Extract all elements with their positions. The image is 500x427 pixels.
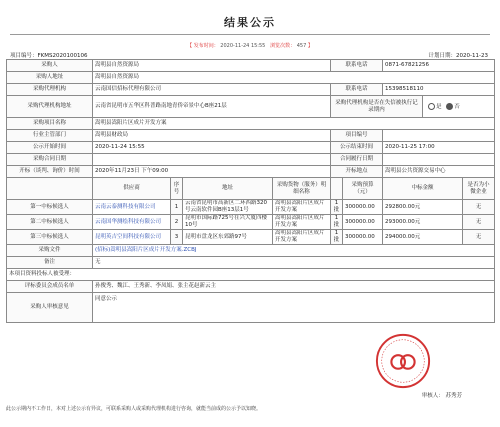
winner-qty: 1批 (331, 215, 343, 230)
buyer-label: 采购人 (7, 60, 93, 72)
document-row (7, 245, 495, 257)
project-name-label: 采购项目名称 (7, 118, 93, 130)
result-table (6, 59, 495, 323)
document-link[interactable]: (招标)嵩明县嵩阳片区成片开发方案.ZCBJ (93, 245, 495, 257)
buyer-address: 嵩明县自然资源局 (93, 72, 495, 84)
note-value: 无 (93, 257, 495, 269)
winner-row (7, 215, 495, 230)
publish-time-label: 发布时间： (193, 43, 219, 49)
winner-col-budget: 采购预算（元） (343, 178, 383, 200)
winner-qty: 1批 (331, 200, 343, 215)
footer-note: 此公示期内不工作日，本对上述公示有异议，可联系采购人或采购代理机构进行咨询，就能当前成的公示予以知晓。 (6, 406, 262, 412)
publish-period-row (7, 142, 495, 154)
winner-amount: 294000.00元 (383, 230, 463, 245)
winner-qty: 1批 (331, 230, 343, 245)
radio-yes[interactable] (428, 103, 435, 110)
sign-date (383, 154, 495, 166)
winner-budget: 300000.00 (343, 200, 383, 215)
meta-suffix: 】 (307, 43, 313, 49)
agency-phone-label: 联系电话 (331, 84, 383, 96)
committee-label: 评标委员会成员名单 (7, 281, 93, 293)
winner-no: 1 (171, 200, 183, 215)
agency-address-label: 采购代理机构地址 (7, 96, 93, 118)
open-place: 嵩明县公共资源交易中心 (383, 166, 495, 178)
winner-small: 无 (463, 230, 495, 245)
buyer-phone-label: 联系电话 (331, 60, 383, 72)
agent-review-label: 采购人审核意见 (7, 293, 93, 323)
note-row (7, 257, 495, 269)
review-row (7, 269, 495, 281)
blacklist-options (423, 96, 495, 118)
plan-date-label: 计划日期： (428, 53, 457, 59)
winner-no: 2 (171, 215, 183, 230)
winner-col-amount: 中标金额 (383, 178, 463, 200)
winner-rank: 第一中标候选人 (7, 200, 93, 215)
auditor-name: 苏秀芳 (445, 393, 462, 399)
committee-row (7, 281, 495, 293)
agency-address: 云南省昆明市五华区科普路南地青侨帝景中心B座21层 (93, 96, 331, 118)
title-divider (10, 34, 490, 35)
publish-start-label: 公示开始时间 (7, 142, 93, 154)
sign-date-label: 合同履行日期 (331, 154, 383, 166)
winner-row (7, 200, 495, 215)
publish-meta (0, 42, 500, 49)
agent-review-row (7, 293, 495, 323)
agent-review-value: 同意公示 (93, 293, 495, 323)
publish-end: 2020-11-25 17:00 (383, 142, 495, 154)
winner-col-small: 是否为小微企业 (463, 178, 495, 200)
page-title: 结果公示 (224, 16, 276, 29)
winner-item: 嵩明县嵩阳片区成片开发方案 (273, 200, 331, 215)
winner-rank: 第二中标候选人 (7, 215, 93, 230)
project-code (383, 130, 495, 142)
contract-row (7, 154, 495, 166)
winner-col-blank (7, 178, 93, 200)
winner-col-item: 采购货物（服务）明细名称 (273, 178, 331, 200)
agency-value: 云南国信招标代理有限公司 (93, 84, 331, 96)
winner-address: 云南省昆明市高新区二环西路320号云南软件园B座13层1号 (183, 200, 273, 215)
winner-name[interactable]: 云南国华测绘科技有限公司 (93, 215, 171, 230)
open-time-label: 开标（谈判、询价）时间 (7, 166, 93, 178)
winner-amount: 293000.00元 (383, 215, 463, 230)
winner-col-no: 序号 (171, 178, 183, 200)
plan-date (429, 51, 488, 59)
winner-amount: 292800.00元 (383, 200, 463, 215)
buyer-address-label: 采购人地址 (7, 72, 93, 84)
official-seal-icon (374, 332, 432, 390)
winner-name[interactable]: 昆明英吉空间科技有限公司 (93, 230, 171, 245)
project-number-value: FKMS2020100106 (37, 53, 88, 59)
radio-yes-label: 是 (436, 103, 442, 110)
blacklist-query-label: 采购代理机构是否在失信被执行记录期内 (331, 96, 423, 118)
open-time: 2020年11月23日 下午09:00 (93, 166, 331, 178)
committee-value: 孙俊秀、魏江、王秀新、李凤娟、张主花赵新云主 (93, 281, 495, 293)
radio-no[interactable] (446, 103, 453, 110)
note-label: 备注 (7, 257, 93, 269)
winner-col-supplier: 供应商 (93, 178, 171, 200)
buyer-row (7, 60, 495, 72)
buyer-phone: 0871-67821256 (383, 60, 495, 72)
contract-date (93, 154, 331, 166)
open-place-label: 开标地点 (331, 166, 383, 178)
opening-row (7, 166, 495, 178)
winner-col-address: 地址 (183, 178, 273, 200)
publish-end-label: 公示结束时间 (331, 142, 383, 154)
publish-time: 2020-11-24 15:55 (220, 43, 266, 49)
dept-row (7, 130, 495, 142)
agency-phone: 15398518110 (383, 84, 495, 96)
project-name: 嵩明县嵩阳片区成片开发方案 (93, 118, 495, 130)
winner-rank: 第三中标候选人 (7, 230, 93, 245)
plan-date-value: 2020-11-23 (456, 53, 488, 59)
winner-small: 无 (463, 215, 495, 230)
winner-address: 昆明市盘龙区东郊路97号 (183, 230, 273, 245)
view-count: 457 (296, 43, 307, 49)
winner-header-row (7, 178, 495, 200)
document-label: 采购文件 (7, 245, 93, 257)
agency-row (7, 84, 495, 96)
dept-value: 嵩明县财政局 (93, 130, 331, 142)
project-number-label: 项目编号： (10, 53, 38, 59)
project-name-row (7, 118, 495, 130)
winner-item: 嵩明县嵩阳片区成片开发方案 (273, 215, 331, 230)
winner-item: 嵩明县嵩阳片区成片开发方案 (273, 230, 331, 245)
dept-label: 行业主管部门 (7, 130, 93, 142)
agency-address-row (7, 96, 495, 118)
winner-small: 无 (463, 200, 495, 215)
project-code-label: 项目编号 (331, 130, 383, 142)
project-number (10, 51, 88, 59)
winner-row (7, 230, 495, 245)
winner-budget: 300000.00 (343, 215, 383, 230)
auditor (422, 391, 462, 399)
publish-start: 2020-11-24 15:55 (93, 142, 331, 154)
winner-budget: 300000.00 (343, 230, 383, 245)
view-count-label: 浏览次数： (270, 43, 296, 49)
radio-no-label: 否 (454, 103, 460, 110)
contract-date-label: 采购合同日期 (7, 154, 93, 166)
winner-no: 3 (171, 230, 183, 245)
winner-address: 昆明市国际路725号在兴大厦四楼10号 (183, 215, 273, 230)
winner-name[interactable]: 云南云泰测科技有限公司 (93, 200, 171, 215)
winner-col-qty (331, 178, 343, 200)
meta-prefix: 【 (187, 43, 193, 49)
buyer-address-row (7, 72, 495, 84)
auditor-label: 审核人： (421, 393, 444, 399)
review-label: 本项目资料投标人被受理： (7, 269, 495, 281)
buyer-value: 嵩明县自然资源局 (93, 60, 331, 72)
agency-label: 采购代理机构 (7, 84, 93, 96)
